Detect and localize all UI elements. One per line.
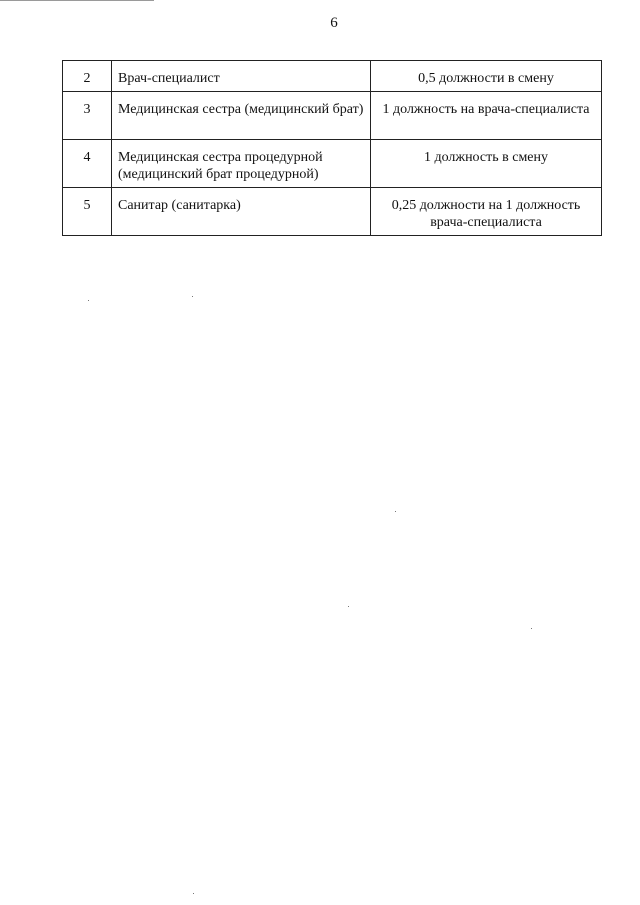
staffing-norm: 1 должность на врача-специалиста xyxy=(371,92,602,140)
row-number: 2 xyxy=(63,61,112,92)
table-row xyxy=(63,140,602,188)
position-name: Медицинская сестра процедурной (медицинский брат процедурной) xyxy=(112,140,371,188)
scan-speck xyxy=(395,511,396,512)
scan-speck xyxy=(348,606,349,607)
page-number: 6 xyxy=(330,15,338,31)
row-number: 4 xyxy=(63,140,112,188)
table-row xyxy=(63,92,602,140)
scan-speck xyxy=(88,300,89,301)
staffing-norm: 1 должность в смену xyxy=(371,140,602,188)
position-name: Санитар (санитарка) xyxy=(112,188,371,236)
scan-speck xyxy=(531,628,532,629)
table-row xyxy=(63,61,602,92)
header-rule xyxy=(0,0,154,1)
staffing-norm: 0,25 должности на 1 должность врача-специалиста xyxy=(371,188,602,236)
table-row xyxy=(63,188,602,236)
staffing-table xyxy=(62,60,602,236)
row-number: 3 xyxy=(63,92,112,140)
scan-speck xyxy=(193,893,194,894)
row-number: 5 xyxy=(63,188,112,236)
position-name: Медицинская сестра (медицинский брат) xyxy=(112,92,371,140)
staffing-norm: 0,5 должности в смену xyxy=(371,61,602,92)
scan-speck xyxy=(192,296,193,297)
position-name: Врач-специалист xyxy=(112,61,371,92)
